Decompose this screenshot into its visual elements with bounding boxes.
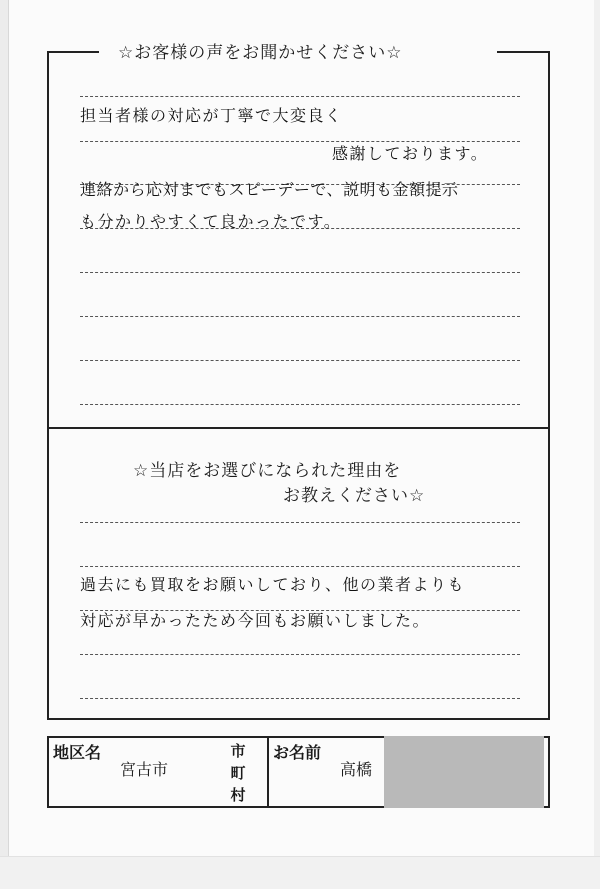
ruled-line xyxy=(80,654,520,655)
voice-section-title: ☆お客様の声をお聞かせください☆ xyxy=(118,43,403,63)
area-value: 宮古市 xyxy=(120,760,169,779)
area-suffix: 市 町 村 xyxy=(230,742,246,804)
voice-line-1: 担当者様の対応が丁寧で大変良く xyxy=(80,106,343,125)
reason-line-2: 対応が早かったため今回もお願いしました。 xyxy=(80,611,431,630)
info-divider xyxy=(267,736,269,808)
scan-bottom-strip xyxy=(0,856,600,889)
redaction-box xyxy=(384,736,544,808)
section-divider xyxy=(47,427,550,429)
ruled-line xyxy=(80,360,520,361)
ruled-line xyxy=(80,522,520,523)
name-value: 高橋 xyxy=(340,760,373,779)
voice-line-3: 連絡から応対までもスピーデーで、説明も金額提示 xyxy=(80,180,459,199)
ruled-line xyxy=(80,96,520,97)
ruled-line xyxy=(80,566,520,567)
reason-line-1: 過去にも買取をお願いしており、他の業者よりも xyxy=(80,575,466,594)
ruled-line xyxy=(80,272,520,273)
voice-line-4: も分かりやすくて良かったです。 xyxy=(80,212,342,231)
voice-line-2: 感謝しております。 xyxy=(332,144,489,163)
ruled-line xyxy=(80,316,520,317)
ruled-line xyxy=(80,698,520,699)
name-label: お名前 xyxy=(273,743,322,762)
scan-edge-left xyxy=(0,0,9,888)
reason-title-line2: お教えください☆ xyxy=(283,486,426,506)
ruled-line xyxy=(80,404,520,405)
area-label: 地区名 xyxy=(53,743,102,762)
reason-title-line1: ☆当店をお選びになられた理由を xyxy=(133,461,402,481)
scan-edge-right xyxy=(594,0,600,888)
